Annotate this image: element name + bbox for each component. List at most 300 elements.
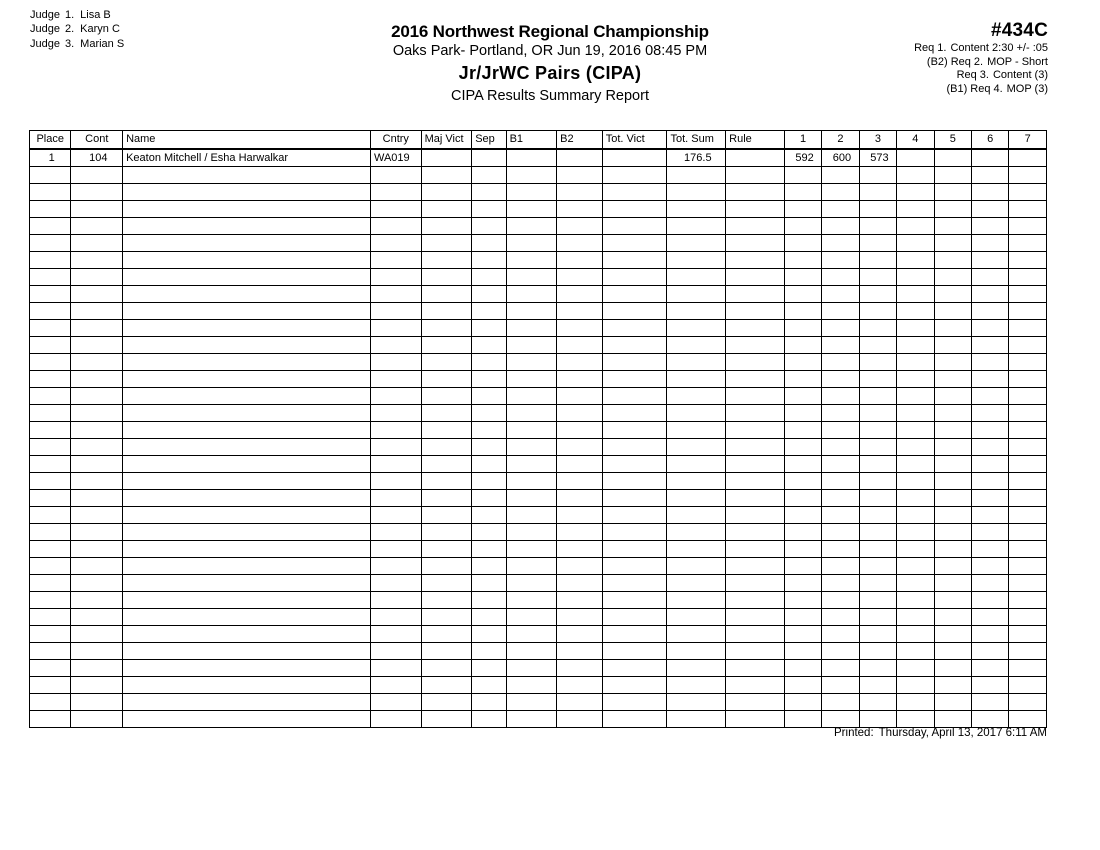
cell-tot_vict[interactable] bbox=[602, 422, 667, 439]
cell-name[interactable] bbox=[123, 201, 371, 218]
cell-b2[interactable] bbox=[557, 371, 603, 388]
cell-j2[interactable] bbox=[822, 575, 859, 592]
cell-j3[interactable] bbox=[859, 490, 896, 507]
cell-j2[interactable] bbox=[822, 609, 859, 626]
cell-cont[interactable] bbox=[71, 286, 123, 303]
cell-j5[interactable] bbox=[934, 218, 971, 235]
cell-j5[interactable] bbox=[934, 711, 971, 728]
cell-place[interactable] bbox=[30, 711, 71, 728]
cell-rule[interactable] bbox=[726, 303, 785, 320]
cell-name[interactable] bbox=[123, 643, 371, 660]
cell-sep[interactable] bbox=[472, 541, 506, 558]
cell-b2[interactable] bbox=[557, 422, 603, 439]
table-row-empty[interactable] bbox=[30, 456, 1047, 473]
cell-j7[interactable] bbox=[1009, 405, 1047, 422]
cell-name[interactable] bbox=[123, 660, 371, 677]
cell-j2[interactable] bbox=[822, 626, 859, 643]
column-header-sep[interactable]: Sep bbox=[472, 131, 506, 150]
cell-j7[interactable] bbox=[1009, 354, 1047, 371]
table-row-empty[interactable] bbox=[30, 541, 1047, 558]
cell-place[interactable] bbox=[30, 558, 71, 575]
cell-b2[interactable] bbox=[557, 643, 603, 660]
cell-j2[interactable] bbox=[822, 269, 859, 286]
cell-j5[interactable] bbox=[934, 490, 971, 507]
cell-tot_vict[interactable] bbox=[602, 609, 667, 626]
cell-name[interactable] bbox=[123, 371, 371, 388]
cell-maj_vict[interactable] bbox=[421, 184, 472, 201]
cell-j4[interactable] bbox=[897, 149, 934, 167]
cell-tot_vict[interactable] bbox=[602, 303, 667, 320]
cell-b2[interactable] bbox=[557, 660, 603, 677]
cell-rule[interactable] bbox=[726, 149, 785, 167]
cell-j7[interactable] bbox=[1009, 677, 1047, 694]
table-row-empty[interactable] bbox=[30, 677, 1047, 694]
cell-sep[interactable] bbox=[472, 422, 506, 439]
column-header-tot_vict[interactable]: Tot. Vict bbox=[602, 131, 667, 150]
cell-j6[interactable] bbox=[972, 507, 1009, 524]
cell-j3[interactable] bbox=[859, 422, 896, 439]
table-row-empty[interactable] bbox=[30, 354, 1047, 371]
cell-j4[interactable] bbox=[897, 388, 934, 405]
cell-tot_sum[interactable] bbox=[667, 405, 726, 422]
cell-b1[interactable] bbox=[506, 694, 557, 711]
cell-j1[interactable] bbox=[784, 677, 821, 694]
cell-j7[interactable] bbox=[1009, 201, 1047, 218]
cell-maj_vict[interactable] bbox=[421, 149, 472, 167]
cell-maj_vict[interactable] bbox=[421, 592, 472, 609]
cell-name[interactable] bbox=[123, 320, 371, 337]
cell-tot_vict[interactable] bbox=[602, 252, 667, 269]
cell-j7[interactable] bbox=[1009, 422, 1047, 439]
cell-j5[interactable] bbox=[934, 303, 971, 320]
cell-name[interactable] bbox=[123, 252, 371, 269]
cell-tot_sum[interactable] bbox=[667, 643, 726, 660]
cell-maj_vict[interactable] bbox=[421, 286, 472, 303]
cell-sep[interactable] bbox=[472, 490, 506, 507]
cell-tot_vict[interactable] bbox=[602, 507, 667, 524]
cell-sep[interactable] bbox=[472, 286, 506, 303]
cell-sep[interactable] bbox=[472, 439, 506, 456]
cell-tot_vict[interactable] bbox=[602, 337, 667, 354]
cell-j7[interactable] bbox=[1009, 473, 1047, 490]
cell-cont[interactable] bbox=[71, 575, 123, 592]
cell-j1[interactable] bbox=[784, 218, 821, 235]
cell-name[interactable] bbox=[123, 388, 371, 405]
cell-j3[interactable] bbox=[859, 677, 896, 694]
cell-cntry[interactable] bbox=[371, 252, 422, 269]
cell-cont[interactable] bbox=[71, 473, 123, 490]
cell-tot_vict[interactable] bbox=[602, 660, 667, 677]
cell-tot_vict[interactable] bbox=[602, 456, 667, 473]
cell-j6[interactable] bbox=[972, 677, 1009, 694]
cell-maj_vict[interactable] bbox=[421, 541, 472, 558]
cell-b1[interactable] bbox=[506, 252, 557, 269]
cell-j2[interactable] bbox=[822, 303, 859, 320]
cell-place[interactable] bbox=[30, 439, 71, 456]
column-header-name[interactable]: Name bbox=[123, 131, 371, 150]
cell-name[interactable] bbox=[123, 507, 371, 524]
cell-j5[interactable] bbox=[934, 149, 971, 167]
table-row-empty[interactable] bbox=[30, 184, 1047, 201]
column-header-j5[interactable]: 5 bbox=[934, 131, 971, 150]
cell-j4[interactable] bbox=[897, 354, 934, 371]
cell-j7[interactable] bbox=[1009, 643, 1047, 660]
cell-tot_sum[interactable] bbox=[667, 371, 726, 388]
cell-tot_vict[interactable] bbox=[602, 388, 667, 405]
cell-j7[interactable] bbox=[1009, 388, 1047, 405]
cell-sep[interactable] bbox=[472, 201, 506, 218]
cell-b2[interactable] bbox=[557, 694, 603, 711]
cell-tot_sum[interactable] bbox=[667, 490, 726, 507]
cell-j1[interactable] bbox=[784, 184, 821, 201]
cell-place[interactable] bbox=[30, 456, 71, 473]
cell-tot_vict[interactable] bbox=[602, 558, 667, 575]
cell-j7[interactable] bbox=[1009, 609, 1047, 626]
cell-b1[interactable] bbox=[506, 354, 557, 371]
cell-j5[interactable] bbox=[934, 677, 971, 694]
cell-sep[interactable] bbox=[472, 473, 506, 490]
cell-tot_vict[interactable] bbox=[602, 626, 667, 643]
cell-maj_vict[interactable] bbox=[421, 490, 472, 507]
table-row-empty[interactable] bbox=[30, 524, 1047, 541]
cell-j3[interactable] bbox=[859, 235, 896, 252]
cell-place[interactable] bbox=[30, 252, 71, 269]
cell-rule[interactable] bbox=[726, 473, 785, 490]
cell-tot_sum[interactable] bbox=[667, 660, 726, 677]
cell-sep[interactable] bbox=[472, 405, 506, 422]
cell-j5[interactable] bbox=[934, 626, 971, 643]
cell-b2[interactable] bbox=[557, 218, 603, 235]
cell-maj_vict[interactable] bbox=[421, 660, 472, 677]
cell-b1[interactable] bbox=[506, 167, 557, 184]
cell-maj_vict[interactable] bbox=[421, 677, 472, 694]
cell-j3[interactable] bbox=[859, 439, 896, 456]
cell-maj_vict[interactable] bbox=[421, 626, 472, 643]
cell-j4[interactable] bbox=[897, 711, 934, 728]
cell-j4[interactable] bbox=[897, 473, 934, 490]
cell-tot_sum[interactable] bbox=[667, 167, 726, 184]
cell-tot_sum[interactable] bbox=[667, 439, 726, 456]
cell-j7[interactable] bbox=[1009, 439, 1047, 456]
column-header-j6[interactable]: 6 bbox=[972, 131, 1009, 150]
cell-j1[interactable] bbox=[784, 422, 821, 439]
cell-name[interactable] bbox=[123, 524, 371, 541]
cell-tot_sum[interactable] bbox=[667, 524, 726, 541]
cell-tot_sum[interactable] bbox=[667, 320, 726, 337]
cell-b2[interactable] bbox=[557, 456, 603, 473]
cell-place[interactable] bbox=[30, 218, 71, 235]
cell-j4[interactable] bbox=[897, 252, 934, 269]
cell-j6[interactable] bbox=[972, 286, 1009, 303]
cell-j6[interactable] bbox=[972, 422, 1009, 439]
cell-place[interactable] bbox=[30, 167, 71, 184]
cell-rule[interactable] bbox=[726, 439, 785, 456]
cell-rule[interactable] bbox=[726, 660, 785, 677]
cell-j3[interactable] bbox=[859, 592, 896, 609]
cell-maj_vict[interactable] bbox=[421, 473, 472, 490]
cell-rule[interactable] bbox=[726, 507, 785, 524]
cell-j1[interactable] bbox=[784, 575, 821, 592]
cell-tot_sum[interactable] bbox=[667, 507, 726, 524]
cell-tot_sum[interactable] bbox=[667, 388, 726, 405]
cell-rule[interactable] bbox=[726, 337, 785, 354]
cell-j3[interactable] bbox=[859, 269, 896, 286]
cell-j7[interactable] bbox=[1009, 337, 1047, 354]
cell-cont[interactable] bbox=[71, 507, 123, 524]
table-row-empty[interactable] bbox=[30, 405, 1047, 422]
cell-cont[interactable] bbox=[71, 235, 123, 252]
cell-j4[interactable] bbox=[897, 694, 934, 711]
cell-b1[interactable] bbox=[506, 592, 557, 609]
cell-b2[interactable] bbox=[557, 184, 603, 201]
cell-rule[interactable] bbox=[726, 626, 785, 643]
cell-tot_sum[interactable] bbox=[667, 184, 726, 201]
cell-rule[interactable] bbox=[726, 592, 785, 609]
cell-j4[interactable] bbox=[897, 269, 934, 286]
cell-cntry[interactable] bbox=[371, 405, 422, 422]
column-header-maj_vict[interactable]: Maj Vict bbox=[421, 131, 472, 150]
cell-j2[interactable] bbox=[822, 371, 859, 388]
cell-name[interactable] bbox=[123, 354, 371, 371]
cell-j4[interactable] bbox=[897, 677, 934, 694]
table-row-empty[interactable] bbox=[30, 439, 1047, 456]
cell-j1[interactable] bbox=[784, 371, 821, 388]
cell-tot_sum[interactable] bbox=[667, 201, 726, 218]
cell-j7[interactable] bbox=[1009, 235, 1047, 252]
column-header-place[interactable]: Place bbox=[30, 131, 71, 150]
column-header-cntry[interactable]: Cntry bbox=[371, 131, 422, 150]
cell-j2[interactable] bbox=[822, 286, 859, 303]
cell-cont[interactable] bbox=[71, 303, 123, 320]
table-row-empty[interactable] bbox=[30, 660, 1047, 677]
cell-j5[interactable] bbox=[934, 643, 971, 660]
cell-j3[interactable] bbox=[859, 660, 896, 677]
cell-rule[interactable] bbox=[726, 524, 785, 541]
cell-j6[interactable] bbox=[972, 167, 1009, 184]
cell-j3[interactable] bbox=[859, 286, 896, 303]
cell-j4[interactable] bbox=[897, 303, 934, 320]
cell-place[interactable] bbox=[30, 269, 71, 286]
cell-tot_vict[interactable] bbox=[602, 524, 667, 541]
cell-j2[interactable] bbox=[822, 252, 859, 269]
cell-cntry[interactable] bbox=[371, 235, 422, 252]
cell-j5[interactable] bbox=[934, 354, 971, 371]
cell-cntry[interactable] bbox=[371, 269, 422, 286]
cell-tot_vict[interactable] bbox=[602, 405, 667, 422]
cell-maj_vict[interactable] bbox=[421, 575, 472, 592]
cell-place[interactable] bbox=[30, 626, 71, 643]
cell-b1[interactable] bbox=[506, 269, 557, 286]
cell-name[interactable] bbox=[123, 694, 371, 711]
table-row-empty[interactable] bbox=[30, 609, 1047, 626]
cell-j1[interactable] bbox=[784, 354, 821, 371]
cell-j1[interactable] bbox=[784, 439, 821, 456]
cell-j2[interactable] bbox=[822, 660, 859, 677]
cell-j2[interactable] bbox=[822, 320, 859, 337]
cell-j5[interactable] bbox=[934, 439, 971, 456]
cell-j2[interactable] bbox=[822, 711, 859, 728]
cell-cntry[interactable] bbox=[371, 303, 422, 320]
cell-place[interactable] bbox=[30, 592, 71, 609]
table-row-empty[interactable] bbox=[30, 235, 1047, 252]
cell-j3[interactable] bbox=[859, 337, 896, 354]
table-row-empty[interactable] bbox=[30, 558, 1047, 575]
column-header-j3[interactable]: 3 bbox=[859, 131, 896, 150]
cell-j4[interactable] bbox=[897, 507, 934, 524]
cell-b2[interactable] bbox=[557, 354, 603, 371]
cell-j7[interactable] bbox=[1009, 218, 1047, 235]
cell-b1[interactable] bbox=[506, 643, 557, 660]
cell-b2[interactable] bbox=[557, 473, 603, 490]
cell-b1[interactable] bbox=[506, 711, 557, 728]
cell-j4[interactable] bbox=[897, 235, 934, 252]
cell-tot_sum[interactable] bbox=[667, 609, 726, 626]
cell-j4[interactable] bbox=[897, 218, 934, 235]
cell-name[interactable] bbox=[123, 456, 371, 473]
cell-b1[interactable] bbox=[506, 184, 557, 201]
cell-rule[interactable] bbox=[726, 286, 785, 303]
cell-j1[interactable] bbox=[784, 303, 821, 320]
cell-b2[interactable] bbox=[557, 201, 603, 218]
cell-j3[interactable] bbox=[859, 218, 896, 235]
cell-place[interactable] bbox=[30, 524, 71, 541]
cell-tot_sum[interactable] bbox=[667, 456, 726, 473]
cell-j2[interactable] bbox=[822, 524, 859, 541]
cell-tot_sum[interactable] bbox=[667, 354, 726, 371]
column-header-j7[interactable]: 7 bbox=[1009, 131, 1047, 150]
cell-j2[interactable] bbox=[822, 405, 859, 422]
cell-rule[interactable] bbox=[726, 184, 785, 201]
cell-b2[interactable] bbox=[557, 286, 603, 303]
cell-tot_sum[interactable] bbox=[667, 626, 726, 643]
cell-name[interactable] bbox=[123, 558, 371, 575]
cell-name[interactable] bbox=[123, 541, 371, 558]
cell-j6[interactable] bbox=[972, 490, 1009, 507]
cell-b1[interactable] bbox=[506, 609, 557, 626]
cell-j5[interactable] bbox=[934, 201, 971, 218]
cell-j2[interactable] bbox=[822, 558, 859, 575]
cell-rule[interactable] bbox=[726, 422, 785, 439]
cell-tot_vict[interactable] bbox=[602, 218, 667, 235]
cell-tot_vict[interactable] bbox=[602, 439, 667, 456]
cell-j2[interactable] bbox=[822, 439, 859, 456]
cell-rule[interactable] bbox=[726, 490, 785, 507]
cell-b1[interactable] bbox=[506, 473, 557, 490]
cell-j4[interactable] bbox=[897, 167, 934, 184]
cell-b1[interactable] bbox=[506, 575, 557, 592]
cell-place[interactable] bbox=[30, 694, 71, 711]
cell-b2[interactable] bbox=[557, 541, 603, 558]
cell-sep[interactable] bbox=[472, 626, 506, 643]
cell-j4[interactable] bbox=[897, 201, 934, 218]
cell-b1[interactable] bbox=[506, 677, 557, 694]
cell-j5[interactable] bbox=[934, 541, 971, 558]
cell-cont[interactable] bbox=[71, 405, 123, 422]
cell-j4[interactable] bbox=[897, 592, 934, 609]
cell-j1[interactable] bbox=[784, 694, 821, 711]
table-row-empty[interactable] bbox=[30, 252, 1047, 269]
cell-cntry[interactable] bbox=[371, 184, 422, 201]
cell-j3[interactable] bbox=[859, 643, 896, 660]
cell-j4[interactable] bbox=[897, 439, 934, 456]
table-row-empty[interactable] bbox=[30, 626, 1047, 643]
cell-cont[interactable] bbox=[71, 439, 123, 456]
cell-place[interactable] bbox=[30, 337, 71, 354]
cell-j5[interactable] bbox=[934, 507, 971, 524]
cell-tot_vict[interactable] bbox=[602, 677, 667, 694]
cell-cntry[interactable] bbox=[371, 558, 422, 575]
cell-b1[interactable] bbox=[506, 303, 557, 320]
cell-cont[interactable] bbox=[71, 354, 123, 371]
cell-place[interactable] bbox=[30, 371, 71, 388]
cell-cont[interactable] bbox=[71, 490, 123, 507]
cell-rule[interactable] bbox=[726, 541, 785, 558]
cell-j3[interactable] bbox=[859, 405, 896, 422]
cell-tot_sum[interactable] bbox=[667, 303, 726, 320]
table-row-empty[interactable] bbox=[30, 711, 1047, 728]
cell-j6[interactable] bbox=[972, 371, 1009, 388]
cell-j3[interactable] bbox=[859, 201, 896, 218]
cell-cntry[interactable] bbox=[371, 320, 422, 337]
cell-sep[interactable] bbox=[472, 371, 506, 388]
cell-cont[interactable] bbox=[71, 371, 123, 388]
cell-maj_vict[interactable] bbox=[421, 218, 472, 235]
cell-j7[interactable] bbox=[1009, 507, 1047, 524]
cell-j2[interactable] bbox=[822, 507, 859, 524]
cell-j1[interactable] bbox=[784, 541, 821, 558]
cell-j7[interactable] bbox=[1009, 660, 1047, 677]
cell-j1[interactable] bbox=[784, 609, 821, 626]
cell-j6[interactable] bbox=[972, 524, 1009, 541]
cell-place[interactable] bbox=[30, 201, 71, 218]
table-row-empty[interactable] bbox=[30, 422, 1047, 439]
cell-tot_sum[interactable] bbox=[667, 677, 726, 694]
cell-name[interactable]: Keaton Mitchell / Esha Harwalkar bbox=[123, 149, 371, 167]
cell-b1[interactable] bbox=[506, 337, 557, 354]
table-row-empty[interactable] bbox=[30, 167, 1047, 184]
cell-sep[interactable] bbox=[472, 507, 506, 524]
cell-cont[interactable] bbox=[71, 167, 123, 184]
cell-b2[interactable] bbox=[557, 507, 603, 524]
cell-j3[interactable] bbox=[859, 609, 896, 626]
cell-sep[interactable] bbox=[472, 592, 506, 609]
cell-sep[interactable] bbox=[472, 660, 506, 677]
table-row-empty[interactable] bbox=[30, 575, 1047, 592]
cell-tot_vict[interactable] bbox=[602, 269, 667, 286]
table-row-empty[interactable] bbox=[30, 218, 1047, 235]
cell-tot_vict[interactable] bbox=[602, 184, 667, 201]
cell-j7[interactable] bbox=[1009, 524, 1047, 541]
cell-cntry[interactable] bbox=[371, 711, 422, 728]
table-row-empty[interactable] bbox=[30, 643, 1047, 660]
cell-sep[interactable] bbox=[472, 320, 506, 337]
cell-cont[interactable] bbox=[71, 558, 123, 575]
cell-place[interactable] bbox=[30, 320, 71, 337]
cell-j1[interactable] bbox=[784, 626, 821, 643]
cell-place[interactable] bbox=[30, 541, 71, 558]
cell-cont[interactable] bbox=[71, 337, 123, 354]
cell-cntry[interactable] bbox=[371, 439, 422, 456]
cell-j4[interactable] bbox=[897, 626, 934, 643]
cell-j4[interactable] bbox=[897, 660, 934, 677]
cell-j3[interactable]: 573 bbox=[859, 149, 896, 167]
table-row-empty[interactable] bbox=[30, 694, 1047, 711]
cell-j6[interactable] bbox=[972, 456, 1009, 473]
table-row-empty[interactable] bbox=[30, 473, 1047, 490]
cell-sep[interactable] bbox=[472, 337, 506, 354]
cell-j6[interactable] bbox=[972, 643, 1009, 660]
cell-j5[interactable] bbox=[934, 422, 971, 439]
